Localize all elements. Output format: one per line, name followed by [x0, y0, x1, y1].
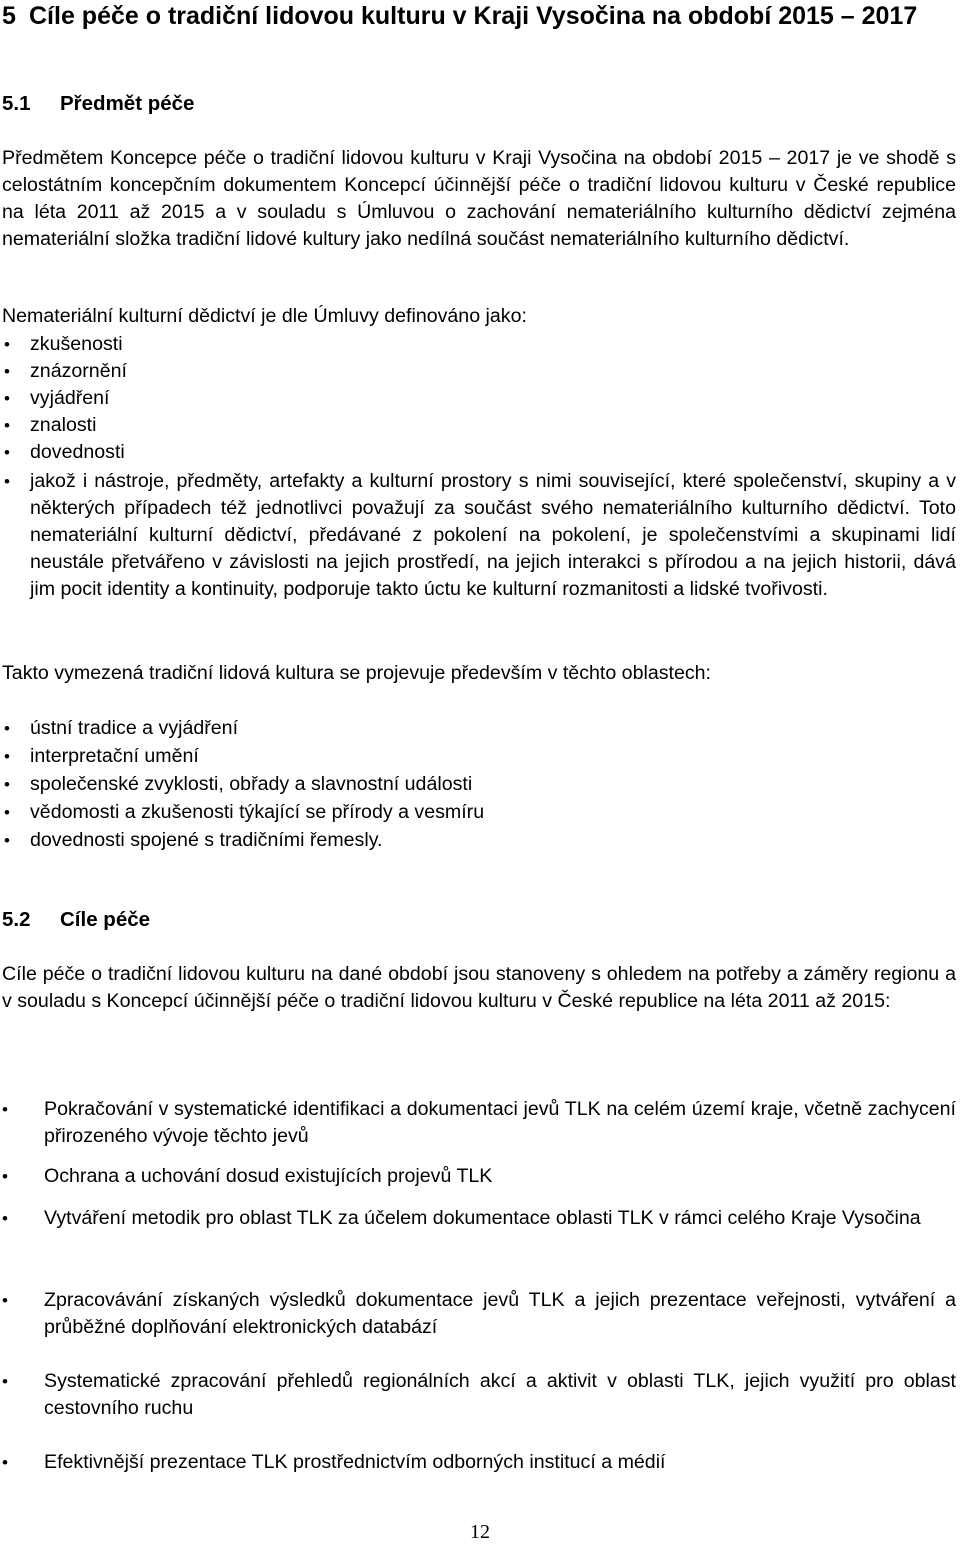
section-number: 5.2: [2, 908, 31, 931]
list-item: • Vytváření metodik pro oblast TLK za účelem dokumentace oblasti TLK v rámci celého Kraje Vysočina: [2, 1205, 956, 1232]
chapter-heading: [2, 0, 952, 32]
section-title: Předmět péče: [60, 92, 195, 115]
section-number: 5.1: [2, 92, 31, 115]
section-title: Cíle péče: [60, 908, 151, 931]
list-item: • Efektivnější prezentace TLK prostřednictvím odborných institucí a médií: [2, 1449, 956, 1476]
list-item: • jakož i nástroje, předměty, artefakty a kulturní prostory s nimi související, které společenství, skupiny a v některých případech též jednotlivci považují za součást svého nemateriálního kulturního dědictví. Toto nemateriální kulturní dědictví, předávané z pokolení na pokolení, je společenstvími a skupinami lidí neustále přetvářeno v závislosti na jejich prostředí, na jejich interakci s přírodou a na jejich historii, dává jim pocit identity a kontinuity, podporuje takto úctu ke kulturní rozmanitosti a lidské tvořivosti.: [2, 468, 956, 603]
bullet-icon: •: [2, 1209, 8, 1228]
bullet-icon: •: [4, 335, 10, 354]
goals-intro-paragraph: Cíle péče o tradiční lidovou kulturu na dané období jsou stanoveny s ohledem na potřeby a záměry regionu a v souladu s Koncepcí účinnější péče o tradiční lidovou kulturu v České republice na léta 2011 až 2015:: [2, 963, 956, 1012]
bullet-icon: •: [4, 416, 10, 435]
bullet-icon: •: [2, 1167, 8, 1186]
bullet-icon: •: [2, 1291, 8, 1310]
areas-lead: Takto vymezená tradiční lidová kultura se projevuje především v těchto oblastech:: [2, 662, 712, 684]
list-item: • Pokračování v systematické identifikaci a dokumentaci jevů TLK na celém území kraje, včetně zachycení přirozeného vývoje těchto jevů: [2, 1098, 956, 1147]
list-item: • vědomosti a zkušenosti týkající se přírody a vesmíru: [2, 799, 956, 826]
list-item: • znázornění: [2, 358, 956, 385]
section-heading-subject: [2, 90, 194, 117]
list-item: • dovednosti spojené s tradičními řemesly.: [2, 827, 956, 854]
bullet-icon: •: [4, 389, 10, 408]
definition-list: [2, 331, 956, 603]
list-item: • Ochrana a uchování dosud existujících projevů TLK: [2, 1163, 956, 1190]
definition-lead: Nemateriální kulturní dědictví je dle Úmluvy definováno jako:: [2, 305, 527, 327]
list-item: • interpretační umění: [2, 743, 956, 770]
areas-list: [2, 715, 956, 854]
list-item: • Zpracovávání získaných výsledků dokumentace jevů TLK a jejich prezentace veřejnosti, vytváření a průběžné doplňování elektronických databází: [2, 1289, 956, 1338]
bullet-icon: •: [2, 1100, 8, 1119]
bullet-icon: •: [4, 775, 10, 794]
section-heading-goals: [2, 906, 150, 933]
bullet-icon: •: [4, 362, 10, 381]
list-item: • společenské zvyklosti, obřady a slavnostní události: [2, 771, 956, 798]
list-item: • zkušenosti: [2, 331, 956, 358]
bullet-icon: •: [4, 443, 10, 462]
list-item: • Systematické zpracování přehledů regionálních akcí a aktivit v oblasti TLK, jejich využití pro oblast cestovního ruchu: [2, 1370, 956, 1419]
bullet-icon: •: [4, 803, 10, 822]
bullet-icon: •: [4, 831, 10, 850]
list-item: • ústní tradice a vyjádření: [2, 715, 956, 742]
bullet-icon: •: [4, 747, 10, 766]
subject-intro-paragraph: Předmětem Koncepce péče o tradiční lidovou kulturu v Kraji Vysočina na období 2015 – 2017 je ve shodě s celostátním koncepčním dokumentem Koncepcí účinnější péče o tradiční lidovou kulturu v České republice na léta 2011 až 2015 a v souladu s Úmluvou o zachování nemateriálního kulturního dědictví zejména nemateriální složka tradiční lidové kultury jako nedílná součást nemateriálního kulturního dědictví.: [2, 147, 956, 250]
list-item: • dovednosti: [2, 439, 956, 466]
chapter-title: Cíle péče o tradiční lidovou kulturu v Kraji Vysočina na období 2015 – 2017: [29, 2, 918, 30]
page-number: 12: [470, 1521, 490, 1543]
bullet-icon: •: [2, 1372, 8, 1391]
list-item: • vyjádření: [2, 385, 956, 412]
chapter-number: 5: [2, 2, 16, 30]
bullet-icon: •: [2, 1453, 8, 1472]
bullet-icon: •: [4, 719, 10, 738]
list-item: • znalosti: [2, 412, 956, 439]
bullet-icon: •: [4, 472, 10, 491]
